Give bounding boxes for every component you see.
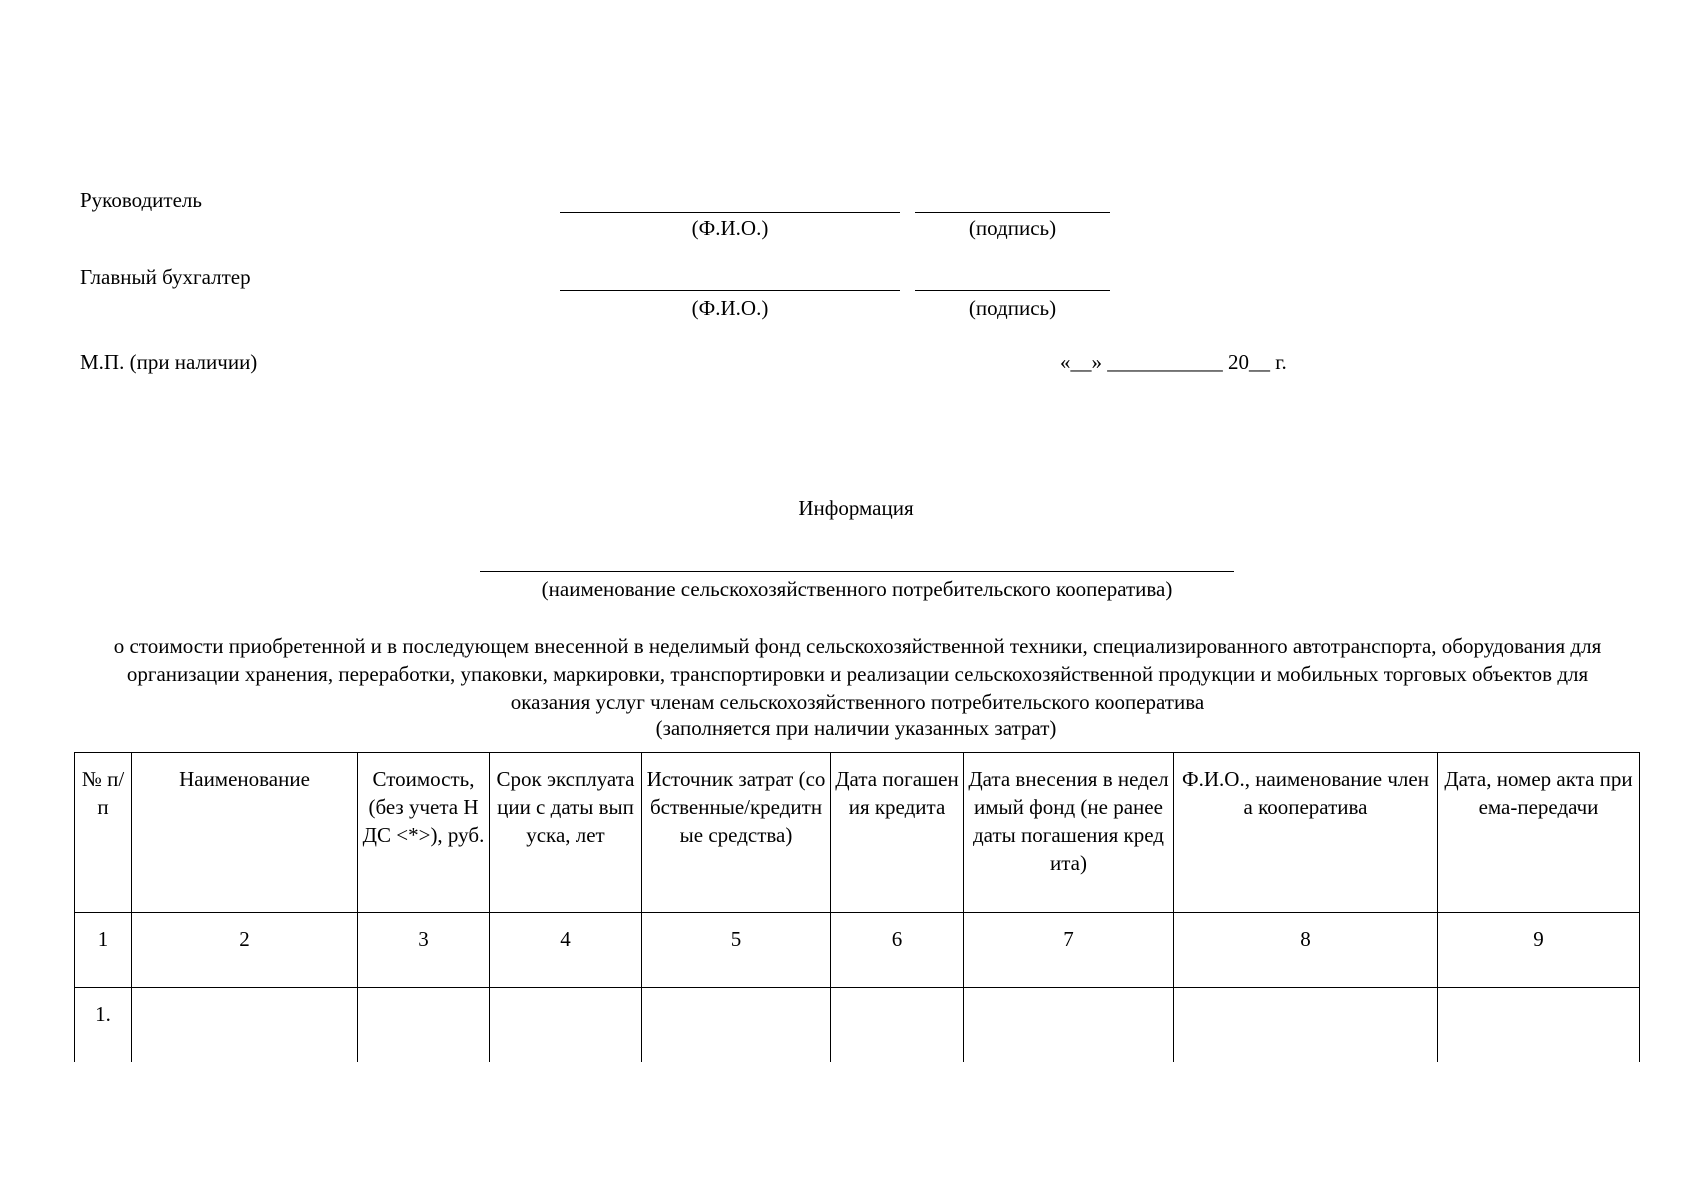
table-header-row <box>75 753 1640 913</box>
document-note: (заполняется при наличии указанных затрат) <box>655 716 1057 740</box>
header-cell-repayment-date: Дата погашения кредита <box>831 753 964 913</box>
column-number-cell: 5 <box>642 913 831 988</box>
accountant-sign-line[interactable] <box>915 290 1110 291</box>
header-cell-act: Дата, номер акта приема-передачи <box>1438 753 1640 913</box>
column-number-cell: 8 <box>1174 913 1438 988</box>
document-description: о стоимости приобретенной и в последующем внесенной в неделимый фонд сельскохозяйственной техники, специализированного автотранспорта, оборудования для организации хранения, переработки, упаковки, маркировки, транспортировки и реализации сельскохозяйственной продукции и мобильных торговых объектов для оказания услуг членам сельскохозяйственного потребительского кооператива <box>113 634 1602 714</box>
org-caption: (наименование сельскохозяйственного потребительского кооператива) <box>541 577 1173 601</box>
column-number-cell: 4 <box>490 913 642 988</box>
column-number-cell: 3 <box>358 913 490 988</box>
table-cell-number: 1. <box>75 988 132 1063</box>
table-cell[interactable] <box>831 988 964 1063</box>
info-table <box>74 752 1640 1062</box>
accountant-label: Главный бухгалтер <box>80 265 251 289</box>
header-cell-member: Ф.И.О., наименование члена кооператива <box>1174 753 1438 913</box>
table-row <box>75 988 1640 1063</box>
table-cell[interactable] <box>1438 988 1640 1063</box>
table-cell[interactable] <box>490 988 642 1063</box>
table-column-numbers-row <box>75 913 1640 988</box>
column-number-cell: 7 <box>964 913 1174 988</box>
table-cell[interactable] <box>964 988 1174 1063</box>
head-sign-line[interactable] <box>915 212 1110 213</box>
header-cell-cost: Стоимость, (без учета НДС <*>), руб. <box>358 753 490 913</box>
column-number-cell: 2 <box>132 913 358 988</box>
org-name-line[interactable] <box>480 571 1234 572</box>
document-title: Информация <box>798 496 914 520</box>
header-cell-name: Наименование <box>132 753 358 913</box>
column-number-cell: 1 <box>75 913 132 988</box>
column-number-cell: 9 <box>1438 913 1640 988</box>
head-fio-line[interactable] <box>560 212 900 213</box>
accountant-fio-caption: (Ф.И.О.) <box>691 296 769 320</box>
column-number-cell: 6 <box>831 913 964 988</box>
table-cell[interactable] <box>1174 988 1438 1063</box>
header-cell-fund-date: Дата внесения в неделимый фонд (не ранее даты погашения кредита) <box>964 753 1174 913</box>
table-cell[interactable] <box>358 988 490 1063</box>
accountant-sign-caption: (подпись) <box>968 296 1057 320</box>
table-cell[interactable] <box>642 988 831 1063</box>
header-cell-source: Источник затрат (собственные/кредитные средства) <box>642 753 831 913</box>
head-label: Руководитель <box>80 188 202 212</box>
header-cell-number: № п/п <box>75 753 132 913</box>
date-line: «__» ___________ 20__ г. <box>1060 350 1287 374</box>
table-cell[interactable] <box>132 988 358 1063</box>
stamp-label: М.П. (при наличии) <box>80 350 258 374</box>
header-cell-service-life: Срок эксплуатации с даты выпуска, лет <box>490 753 642 913</box>
head-fio-caption: (Ф.И.О.) <box>691 216 769 240</box>
accountant-fio-line[interactable] <box>560 290 900 291</box>
head-sign-caption: (подпись) <box>968 216 1057 240</box>
